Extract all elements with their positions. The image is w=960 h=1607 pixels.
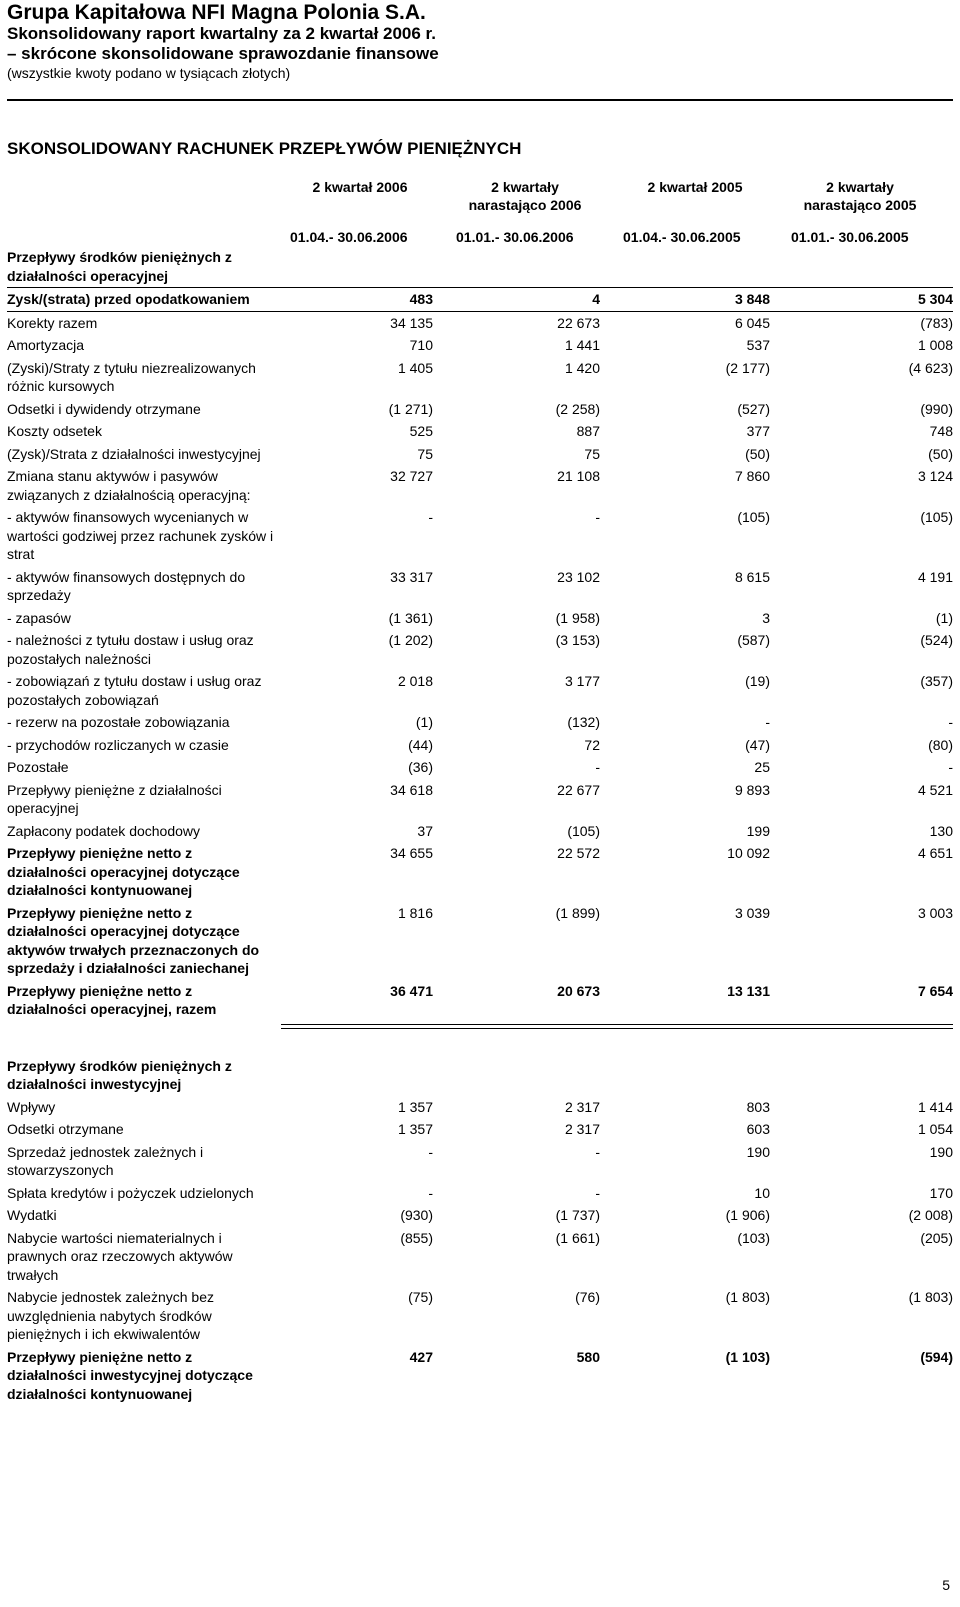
row-label: Sprzedaż jednostek zależnych i stowarzyszonych — [7, 1143, 204, 1178]
row-label: - aktywów finansowych wycenianych w wartości godziwej przez rachunek zysków i strat — [7, 509, 274, 562]
table-row — [7, 311, 953, 335]
row-label: - przychodów rozliczanych w czasie — [7, 736, 229, 753]
row-value-col-2: 580 — [576, 1348, 600, 1365]
row-value-col-4: (990) — [920, 400, 953, 417]
row-label: - zobowiązań z tytułu dostaw i usług oraz pozostałych zobowiązań — [7, 673, 262, 708]
row-label: Pozostałe — [7, 759, 69, 775]
row-value-col-1: (1 202) — [388, 632, 433, 648]
row-value-col-1: (855) — [400, 1229, 433, 1246]
row-label: Zysk/(strata) przed opodatkowaniem — [7, 291, 250, 307]
row-value-col-3: 9 893 — [734, 781, 770, 798]
row-value-col-4: (1) — [935, 609, 953, 626]
table-row — [7, 465, 953, 506]
row-value-col-2: 1 420 — [564, 359, 600, 376]
company-name: Grupa Kapitałowa NFI Magna Polonia S.A. — [7, 1, 426, 24]
row-label: Przepływy środków pieniężnych z działalności inwestycyjnej — [7, 1057, 232, 1092]
row-value-col-1: 1 357 — [397, 1098, 433, 1115]
row-value-col-2: - — [595, 1143, 600, 1160]
row-value-col-3: 190 — [746, 1143, 770, 1160]
row-value-col-4: (80) — [928, 736, 953, 753]
row-value-col-4: 190 — [929, 1143, 953, 1160]
row-value-col-1: (44) — [408, 736, 433, 753]
row-value-col-1: (1) — [415, 714, 433, 730]
row-value-col-1: 34 135 — [390, 314, 433, 331]
row-value-col-4: 7 654 — [917, 982, 953, 999]
row-value-col-3: 6 045 — [734, 314, 770, 331]
row-value-col-4: 4 651 — [917, 845, 953, 861]
row-label: Przepływy pieniężne netto z działalności operacyjnej dotyczące aktywów trwałych przeznaczonych do sprzedaży i działalności zaniechanej — [7, 904, 260, 976]
header-divider — [7, 99, 953, 101]
row-value-col-3: (1 803) — [725, 1289, 770, 1305]
row-label: Odsetki otrzymane — [7, 1121, 124, 1137]
table-row — [7, 1055, 953, 1096]
row-value-col-1: 34 655 — [390, 845, 433, 861]
row-value-col-2: 22 677 — [557, 781, 600, 798]
row-value-col-3: (103) — [737, 1229, 770, 1246]
row-value-col-1: 2 018 — [397, 673, 433, 689]
cash-flow-table — [7, 246, 953, 1405]
row-label: Koszty odsetek — [7, 423, 102, 439]
table-row — [7, 246, 953, 287]
row-value-col-2: 3 177 — [564, 673, 600, 689]
row-value-col-3: 377 — [746, 423, 770, 439]
row-value-col-4: 1 008 — [917, 337, 953, 353]
column-head-1: 2 kwartał 2006 — [312, 179, 408, 195]
table-row — [7, 629, 953, 670]
row-value-col-4: (50) — [928, 445, 953, 462]
row-value-col-2: 20 673 — [557, 982, 600, 999]
table-row — [7, 1118, 953, 1141]
column-period-3: 01.04.- 30.06.2005 — [623, 229, 741, 245]
row-value-col-1: (1 361) — [388, 609, 433, 626]
table-row — [7, 1204, 953, 1227]
table-row — [7, 1141, 953, 1182]
table-row — [7, 756, 953, 779]
row-value-col-2: - — [595, 509, 600, 525]
row-value-col-3: 13 131 — [727, 982, 770, 999]
table-row — [7, 506, 953, 566]
table-row — [7, 734, 953, 757]
row-value-col-2: 22 673 — [557, 314, 600, 331]
report-title: Skonsolidowany raport kwartalny za 2 kwartał 2006 r. — [7, 24, 436, 43]
row-label: Nabycie jednostek zależnych bez uwzględnienia nabytych środków pieniężnych i ich ekwiwalentów — [7, 1289, 215, 1342]
row-value-col-2: 23 102 — [557, 568, 600, 585]
row-label: (Zysk)/Strata z działalności inwestycyjnej — [7, 445, 261, 462]
row-value-col-2: 4 — [592, 291, 600, 307]
table-row — [7, 1346, 953, 1406]
row-label: Amortyzacja — [7, 337, 85, 353]
row-value-col-3: 25 — [754, 759, 770, 775]
table-row — [7, 287, 953, 311]
row-value-col-2: (105) — [567, 822, 600, 839]
row-value-col-4: (1 803) — [908, 1289, 953, 1305]
row-label: (Zyski)/Straty z tytułu niezrealizowanych różnic kursowych — [7, 359, 256, 394]
table-row — [7, 842, 953, 902]
row-value-col-2: 72 — [584, 736, 600, 753]
column-head-2: 2 kwartały narastająco 2006 — [468, 179, 582, 213]
row-value-col-1: - — [428, 1143, 433, 1160]
table-row — [7, 357, 953, 398]
row-value-col-3: (587) — [737, 632, 770, 648]
row-label: Wpływy — [7, 1098, 56, 1115]
table-row — [7, 443, 953, 466]
row-value-col-4: 3 124 — [917, 468, 953, 484]
column-period-2: 01.01.- 30.06.2006 — [456, 229, 574, 245]
table-row — [7, 334, 953, 357]
row-label: Przepływy pieniężne netto z działalności operacyjnej dotyczące działalności kontynuowanej — [7, 845, 240, 898]
row-value-col-1: 32 727 — [390, 468, 433, 484]
row-label: Spłata kredytów i pożyczek udzielonych — [7, 1184, 254, 1201]
row-value-col-4: 4 521 — [917, 781, 953, 798]
row-label: Przepływy pieniężne z działalności operacyjnej — [7, 781, 222, 816]
row-value-col-1: 710 — [409, 337, 433, 353]
row-value-col-2: 2 317 — [564, 1098, 600, 1115]
row-value-col-3: 199 — [746, 822, 770, 839]
row-value-col-4: (594) — [920, 1348, 953, 1365]
row-value-col-1: 37 — [417, 822, 433, 839]
row-value-col-3: 803 — [746, 1098, 770, 1115]
row-value-col-1: - — [428, 1184, 433, 1201]
table-row — [7, 1182, 953, 1205]
row-value-col-2: 75 — [584, 445, 600, 462]
row-label: Wydatki — [7, 1207, 57, 1223]
row-label: Zmiana stanu aktywów i pasywów związanych z działalnością operacyjną: — [7, 468, 251, 503]
column-head-3: 2 kwartał 2005 — [647, 179, 743, 195]
row-value-col-1: 427 — [409, 1348, 433, 1365]
column-period-4: 01.01.- 30.06.2005 — [791, 229, 909, 245]
row-value-col-4: (105) — [920, 509, 953, 525]
row-value-col-1: 33 317 — [390, 568, 433, 585]
row-value-col-4: 4 191 — [917, 568, 953, 585]
row-value-col-1: 75 — [417, 445, 433, 462]
row-value-col-1: 36 471 — [390, 982, 433, 999]
row-value-col-4: - — [948, 759, 953, 775]
row-value-col-4: (783) — [920, 314, 953, 331]
row-value-col-3: (105) — [737, 509, 770, 525]
row-value-col-3: (47) — [745, 736, 770, 753]
row-value-col-2: (1 737) — [555, 1207, 600, 1223]
row-value-col-3: 537 — [746, 337, 770, 353]
page-number: 5 — [942, 1577, 950, 1593]
table-row — [7, 902, 953, 980]
row-value-col-4: (2 008) — [908, 1207, 953, 1223]
row-value-col-1: 1 357 — [397, 1121, 433, 1137]
row-value-col-2: (1 958) — [555, 609, 600, 626]
row-value-col-3: (50) — [745, 445, 770, 462]
row-value-col-2: 887 — [576, 423, 600, 439]
table-row — [7, 398, 953, 421]
row-value-col-4: (357) — [920, 673, 953, 689]
row-value-col-2: 21 108 — [557, 468, 600, 484]
row-value-col-4: (524) — [920, 632, 953, 648]
row-value-col-4: (205) — [920, 1229, 953, 1246]
table-row — [7, 980, 953, 1021]
row-value-col-3: (19) — [745, 673, 770, 689]
row-label: - aktywów finansowych dostępnych do sprzedaży — [7, 568, 246, 603]
table-row — [7, 670, 953, 711]
row-value-col-1: 1 405 — [397, 359, 433, 376]
row-label: Przepływy pieniężne netto z działalności operacyjnej, razem — [7, 982, 217, 1017]
column-period-1: 01.04.- 30.06.2006 — [290, 229, 408, 245]
row-value-col-3: (2 177) — [725, 359, 770, 376]
row-value-col-2: 2 317 — [564, 1121, 600, 1137]
table-row — [7, 1096, 953, 1119]
row-value-col-4: (4 623) — [908, 359, 953, 376]
row-value-col-1: (36) — [408, 759, 433, 775]
table-row — [7, 566, 953, 607]
row-value-col-3: 3 — [762, 609, 770, 626]
row-value-col-2: (3 153) — [555, 632, 600, 648]
row-value-col-4: 1 054 — [917, 1121, 953, 1137]
row-value-col-1: (930) — [400, 1207, 433, 1223]
row-value-col-2: (1 661) — [555, 1229, 600, 1246]
row-value-col-3: 7 860 — [734, 468, 770, 484]
row-value-col-2: 22 572 — [557, 845, 600, 861]
table-row — [7, 1286, 953, 1346]
row-label: Przepływy pieniężne netto z działalności inwestycyjnej dotyczące działalności kontynuowanej — [7, 1348, 253, 1402]
row-value-col-2: (76) — [575, 1289, 600, 1305]
row-value-col-3: (1 103) — [725, 1348, 770, 1365]
row-value-col-4: 3 003 — [917, 904, 953, 921]
row-value-col-1: 34 618 — [390, 781, 433, 798]
table-row — [7, 607, 953, 630]
row-value-col-2: 1 441 — [564, 337, 600, 353]
row-value-col-3: - — [765, 714, 770, 730]
row-value-col-2: - — [595, 1184, 600, 1201]
row-value-col-3: 3 848 — [734, 291, 770, 307]
row-value-col-1: 1 816 — [397, 904, 433, 921]
row-value-col-1: 483 — [409, 291, 433, 307]
row-value-col-3: 10 — [754, 1184, 770, 1201]
row-value-col-1: (1 271) — [388, 400, 433, 417]
row-value-col-3: (1 906) — [725, 1207, 770, 1223]
row-label: Nabycie wartości niematerialnych i prawnych oraz rzeczowych aktywów trwałych — [7, 1229, 233, 1283]
report-header — [7, 0, 953, 82]
row-value-col-3: 10 092 — [727, 845, 770, 861]
row-value-col-1: - — [428, 509, 433, 525]
statement-title: SKONSOLIDOWANY RACHUNEK PRZEPŁYWÓW PIENIĘŻNYCH — [7, 139, 522, 158]
row-value-col-4: 170 — [929, 1184, 953, 1201]
table-row — [7, 1227, 953, 1287]
row-label: Przepływy środków pieniężnych z działalności operacyjnej — [7, 249, 232, 284]
row-value-col-3: 3 039 — [734, 904, 770, 921]
table-row — [7, 820, 953, 843]
row-label: Odsetki i dywidendy otrzymane — [7, 400, 201, 417]
column-head-4: 2 kwartały narastająco 2005 — [803, 179, 917, 213]
row-value-col-3: 8 615 — [734, 568, 770, 585]
row-value-col-4: 130 — [929, 822, 953, 839]
row-value-col-4: 5 304 — [917, 291, 953, 307]
report-subtitle: – skrócone skonsolidowane sprawozdanie finansowe — [7, 44, 439, 63]
row-value-col-2: - — [595, 759, 600, 775]
row-label: - należności z tytułu dostaw i usług oraz pozostałych należności — [7, 632, 254, 667]
row-label: - zapasów — [7, 609, 71, 626]
row-value-col-4: 748 — [929, 423, 953, 439]
row-value-col-2: (1 899) — [555, 904, 600, 921]
row-value-col-2: (2 258) — [555, 400, 600, 417]
row-value-col-4: 1 414 — [917, 1098, 953, 1115]
amounts-note: (wszystkie kwoty podano w tysiącach złotych) — [7, 65, 291, 81]
row-value-col-4: - — [948, 714, 953, 730]
table-row — [7, 779, 953, 820]
row-label: - rezerw na pozostałe zobowiązania — [7, 714, 230, 730]
table-row — [7, 711, 953, 734]
row-value-col-3: (527) — [737, 400, 770, 417]
row-label: Korekty razem — [7, 314, 98, 331]
table-row — [7, 420, 953, 443]
row-value-col-1: (75) — [408, 1289, 433, 1305]
row-value-col-1: 525 — [409, 423, 433, 439]
row-label: Zapłacony podatek dochodowy — [7, 822, 201, 839]
row-value-col-3: 603 — [746, 1121, 770, 1137]
row-value-col-2: (132) — [567, 714, 600, 730]
